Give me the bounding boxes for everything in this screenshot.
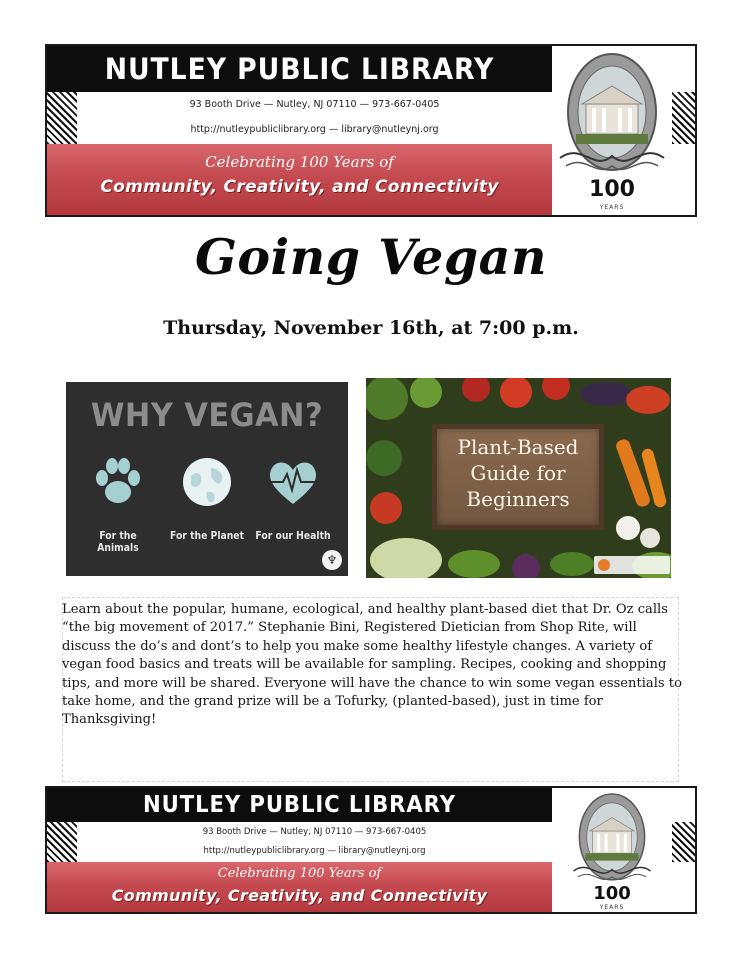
library-web-email: http://nutleypubliclibrary.org — library@nutleynj.org bbox=[203, 846, 426, 856]
globe-icon bbox=[181, 454, 233, 510]
library-contact bbox=[77, 92, 552, 144]
library-web-email: http://nutleypubliclibrary.org — library@nutleynj.org bbox=[190, 124, 439, 135]
seal-number: 100 bbox=[589, 177, 635, 202]
plant-based-logo-icon bbox=[594, 556, 670, 574]
centennial-seal bbox=[552, 46, 672, 215]
why-vegan-graphic bbox=[66, 382, 348, 576]
library-address: 93 Booth Drive — Nutley, NJ 07110 — 973-667-0405 bbox=[202, 827, 427, 837]
library-banner-top bbox=[45, 44, 697, 217]
library-name: NUTLEY PUBLIC LIBRARY bbox=[104, 52, 495, 86]
seal-number: 100 bbox=[593, 883, 631, 904]
banner-tagline-band bbox=[47, 144, 552, 217]
why-vegan-title: WHY VEGAN? bbox=[90, 396, 324, 434]
library-contact bbox=[77, 822, 552, 862]
hatch-decoration-left bbox=[47, 92, 77, 144]
event-description: Learn about the popular, humane, ecological, and healthy plant-based diet that Dr. Oz calls “the big movement of 2017.” Stephanie Bini, Registered Dietician from Shop Rite, will discuss the do’s and dont’s to help you make some healthy lifestyle changes. A variety of vegan food basics and treats will be available for sampling. Recipes, cooking and shopping tips, and more will be shared. Everyone will have the chance to win some vegan essentials to take home, and the grand prize will be a Tofurky, (planted-based), just in time for Thanksgiving! bbox=[62, 602, 682, 728]
plant-guide-line-2: Guide for bbox=[470, 461, 566, 485]
library-name: NUTLEY PUBLIC LIBRARY bbox=[143, 792, 456, 818]
library-address: 93 Booth Drive — Nutley, NJ 07110 — 973-667-0405 bbox=[189, 99, 440, 110]
event-datetime: Thursday, November 16th, at 7:00 p.m. bbox=[163, 317, 579, 339]
hatch-decoration-left bbox=[47, 822, 77, 862]
centennial-seal bbox=[552, 788, 672, 912]
why-item-label-planet: For the Planet bbox=[170, 530, 244, 542]
library-banner-bottom bbox=[45, 786, 697, 914]
seal-word: YEARS bbox=[599, 904, 625, 911]
vegan-symbol-icon: ♆ bbox=[322, 550, 342, 570]
heart-heartbeat-icon bbox=[265, 454, 321, 510]
why-item-label-health: For our Health bbox=[255, 530, 331, 542]
event-title: Going Vegan bbox=[195, 228, 547, 286]
plant-guide-line-3: Beginners bbox=[466, 487, 570, 511]
paw-icon bbox=[93, 454, 143, 510]
plant-guide-line-1: Plant-Based bbox=[457, 435, 579, 459]
banner-tagline: Celebrating 100 Years of bbox=[217, 866, 382, 881]
seal-word: YEARS bbox=[599, 204, 625, 211]
banner-tagline: Celebrating 100 Years of bbox=[205, 153, 394, 171]
why-item-label-animals: For the Animals bbox=[97, 530, 139, 554]
banner-motto: Community, Creativity, and Connectivity bbox=[111, 886, 488, 905]
plant-guide-board bbox=[432, 424, 604, 530]
banner-tagline-band bbox=[47, 862, 552, 914]
plant-based-guide-image bbox=[366, 378, 671, 578]
banner-motto: Community, Creativity, and Connectivity bbox=[100, 177, 499, 197]
